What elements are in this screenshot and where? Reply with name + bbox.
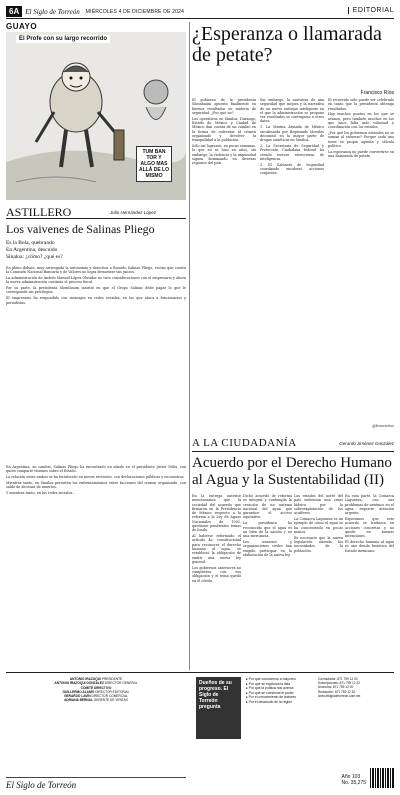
- staff-name: COMITÉ DIRECTIVO: [80, 685, 112, 690]
- astillero-author: Julio Hernández López: [110, 210, 157, 215]
- paragraph: Los operativos en Sinaloa, Durango, Estado de México y Ciudad de México dan cuenta de un cambio en la forma de enfrentar al crimen organizado y devolver la tranquilidad a la población.: [192, 116, 256, 143]
- astillero-subheads: [6, 240, 63, 261]
- staff-name: ANTONIO IRAZOQUI GONZÁLEZ: [54, 681, 104, 686]
- issue-info: [342, 774, 366, 786]
- paragraph: ¿Por qué los gobiernos estatales no se suman al esfuerzo? Porque cada uno tiene su propia agenda y cálculo político.: [328, 131, 394, 148]
- paragraph: En la entrega anterior mencionamos que la sociedad del acuerdo que firmaron en la Presidencia de México respecto a la reforma a la Ley de Aguas Nacionales de 1992, quedaron pendientes temas de fondo.: [192, 494, 241, 533]
- contact-info: [318, 677, 394, 698]
- top-bar: [6, 5, 394, 19]
- editorial-headline: ¿Esperanza o llamarada de petate?: [192, 23, 382, 66]
- astillero-headline: Los vaivenes de Salinas Pliego: [6, 222, 155, 236]
- editorial-cartoon: [6, 32, 186, 200]
- ciudadania-column-1: [192, 494, 241, 668]
- contact-line: Anuncios: 871 759 12 20: [318, 685, 354, 690]
- paragraph: Los usuarios y organizaciones civiles han exigido participar en la elaboración de la nueva ley.: [243, 539, 292, 557]
- editorial-column-2: [260, 98, 324, 433]
- paragraph: El gobierno de la presidenta Sheinbaum apuesto finalmente en buenos resultados en materia de seguridad. ¿Por qué no?: [192, 98, 256, 115]
- paragraph: La presidenta ha reconocido que el agua es un bien de la nación y no una mercancía.: [243, 521, 292, 539]
- editorial-column-3: [328, 98, 394, 423]
- issue-number: No. 35,275: [341, 780, 366, 786]
- subhead: Es la Bola, quebrando: [6, 240, 55, 246]
- paragraph: Esperamos que este acuerdo se traduzca en acciones concretas y no quede en buenas intenciones.: [345, 516, 394, 539]
- paragraph: Mientras tanto, en Sinaloa persisten los enfrentamientos entre facciones del crimen organizado, con saldo de decenas de muertos.: [6, 480, 186, 490]
- page-number: 6A: [6, 6, 22, 17]
- divider: [6, 218, 186, 219]
- promo-item: ▸ Por qué se equivoca la lista: [246, 682, 314, 687]
- ciudadania-headline: Acuerdo por el Derecho Humano al Agua y la Sustentabilidad (II): [192, 455, 392, 488]
- ciudadania-column-2: [243, 494, 292, 668]
- astillero-column-1: [6, 266, 186, 461]
- paragraph: Los gobiernos anteriores no cumplieron con esa obligación y el tema quedó en el olvido.: [192, 565, 241, 583]
- paragraph: Al haberse reformado el artículo 4o. constitucional para reconocer el derecho humano al agua, se estableció la obligación de emitir una nueva ley general.: [192, 534, 241, 564]
- cartoon-sign: TUM BAN TOR Y ALGO MAS ALLÁ DE LO MISMO: [136, 146, 172, 182]
- paragraph: El derecho humano al agua es una deuda histórica del Estado mexicano.: [345, 539, 394, 553]
- masthead: El Siglo de Torreón: [25, 7, 80, 16]
- paragraph: La relación entre ambos se ha fortalecido en meses recientes, con declaraciones públicas y encuentros.: [6, 475, 185, 480]
- staff-name: ANTONIO IRAZOQUI: [69, 677, 101, 681]
- staff-role: DIRECTOR EDITORIAL: [95, 689, 130, 694]
- staff-name: GUILLERMO ALANÍS: [62, 689, 95, 694]
- subhead: En Argentina, descuido: [6, 247, 58, 253]
- divider: [192, 451, 394, 452]
- promo-item: ▸ Por qué se cuestiona el poder: [246, 691, 314, 696]
- paragraph: Por su parte, la presidenta Sheinbaum insistió en que el Grupo Salinas debe pagar lo que le corresponde sin privilegios.: [6, 286, 186, 295]
- paragraph: En pleno debate, muy arriesgada la autonomía y derechos a Ricardo Salinas Pliego, vecino que contra la Comisión Nacional Bancaria y de Valores no logra demostrar sus juicios.: [6, 266, 186, 275]
- contact-line: Redacción: 871 759 12 30: [318, 689, 356, 694]
- page-footer: [6, 672, 394, 790]
- paragraph: 2. La Secretaría de Seguridad y Protección Ciudadana federal ha creado nuevas estructuras de inteligencia.: [260, 143, 324, 161]
- paragraph: La esperanza no puede convertirse en una llamarada de petate.: [328, 149, 394, 159]
- paragraph: 3. El Gabinete de Seguridad coordinado encabezó acciones conjuntas.: [260, 162, 324, 176]
- dateline: MIÉRCOLES 4 DE DICIEMBRE DE 2024: [85, 8, 185, 15]
- editorial-column-1: [192, 98, 256, 433]
- paragraph: Dicho acuerdo de reforma es integral y contempla la creación de un sistema nacional del agua que garantice el acceso equitativo.: [243, 494, 292, 520]
- astillero-label: ASTILLERO: [6, 205, 72, 219]
- staff-role: DIRECTOR GENERAL: [104, 681, 138, 686]
- footer-brand: El Siglo de Torreón: [6, 777, 186, 790]
- staff-name: GERARDO LAVÍN: [64, 694, 91, 699]
- astillero-column-2: [6, 465, 186, 667]
- paragraph: En esta parte, la Comarca Lagunera, con sus problemas de arsénico en el agua, requiere atención urgente.: [345, 494, 394, 516]
- paragraph: La Comarca Lagunera es un ejemplo de cómo el agua se ha concentrado en pocas manos.: [294, 516, 343, 534]
- staff-name: ADRIANA BERNAL: [64, 698, 93, 703]
- paragraph: Los estados del norte del país enfrentan una crisis hídrica por la sobreexplotación de los acuíferos.: [294, 494, 343, 516]
- cartoon-artist: GUAYO: [6, 22, 38, 31]
- issue-year: Año 103: [341, 774, 361, 780]
- paragraph: 1. La Marina Armada de México encabezada por Raymundo Morales decomisó en la mayor parte de drogas sintéticas en Sinaloa.: [260, 125, 324, 143]
- ciudadania-column-4: [345, 494, 394, 668]
- paragraph: El empresario ha respondido con mensajes en redes sociales, en los que ataca a funcionarios y periodistas.: [6, 296, 186, 305]
- column-divider: [189, 22, 190, 670]
- paragraph: En Argentina, en cambio, Salinas Pliego ha encontrado un aliado en el presidente Javier Milei, con quien comparte visiones sobre el Estado.: [6, 465, 186, 474]
- section-label: EDITORIAL: [348, 7, 394, 14]
- promo-item: ▸ Por qué conocemos a mayoreo: [246, 677, 314, 682]
- paragraph: Sin embargo, la narrativa de una seguridad que mejora y la narrativa de un nuevo enfoque inteligente en el que la administración se propone ver resultados se contrapone a otros datos.: [260, 98, 324, 124]
- paragraph: Hay muchos puntos en los que se avanza, pero también muchos en los que hace falta más voluntad y coordinación con los estados.: [328, 112, 394, 130]
- paragraph: Y mientras tanto, en las redes sociales...: [6, 490, 76, 495]
- contact-line: Suscripciones: 871 759 12 22: [318, 681, 360, 686]
- paragraph: Sólo así lograron, en pocas semanas, lo que no se hizo en años, sin embargo, la violencia y la impunidad siguen dominando en diversas regiones del país.: [192, 143, 256, 166]
- promo-item: ▸ Por el desarrollo de la región: [246, 700, 314, 705]
- staff-box: [6, 677, 186, 703]
- staff-role: GERENTE DE VENTAS: [93, 698, 128, 703]
- staff-role: PRESIDENTE: [101, 677, 123, 681]
- editorial-author: Francisco Ríos: [360, 90, 394, 96]
- promo-item: ▸ Por qué la política nos acerca: [246, 686, 314, 691]
- staff-role: DIRECTOR COMERCIAL: [91, 694, 128, 699]
- ciudadania-author: Gerardo Jiménez González: [339, 441, 394, 446]
- ciudadania-label: A LA CIUDADANÍA: [192, 437, 297, 449]
- promo-list: [246, 677, 314, 704]
- contact-link[interactable]: www.elsiglodetorreon.com.mx: [318, 693, 361, 698]
- contact-line: Conmutador: 871 759 12 00: [318, 677, 358, 681]
- cartoon-caption: El Profe con su largo recorrido: [16, 35, 110, 43]
- paragraph: Es necesario que la nueva legislación atienda las necesidades de la población.: [294, 535, 343, 553]
- subhead: Sinaloa: ¿cómo? ¿qué es?: [6, 254, 63, 260]
- ciudadania-column-3: [294, 494, 343, 668]
- promo-item: ▸ Por el conocimiento de lectores: [246, 695, 314, 700]
- paragraph: El recorrido sólo puede ser celebrado en tanto que la presidenta obtenga resultados.: [328, 98, 394, 111]
- paragraph: La administración de Andrés Manuel López Obrador no tuvo consideraciones con el empresario y ahora la nueva administración continúa el proceso fiscal.: [6, 276, 186, 285]
- barcode-icon: [370, 768, 394, 788]
- editorial-handle: @francisrios: [372, 424, 394, 428]
- promo-box: Dueños de su progreso. El Siglo de Torreón pregunta: [196, 677, 241, 739]
